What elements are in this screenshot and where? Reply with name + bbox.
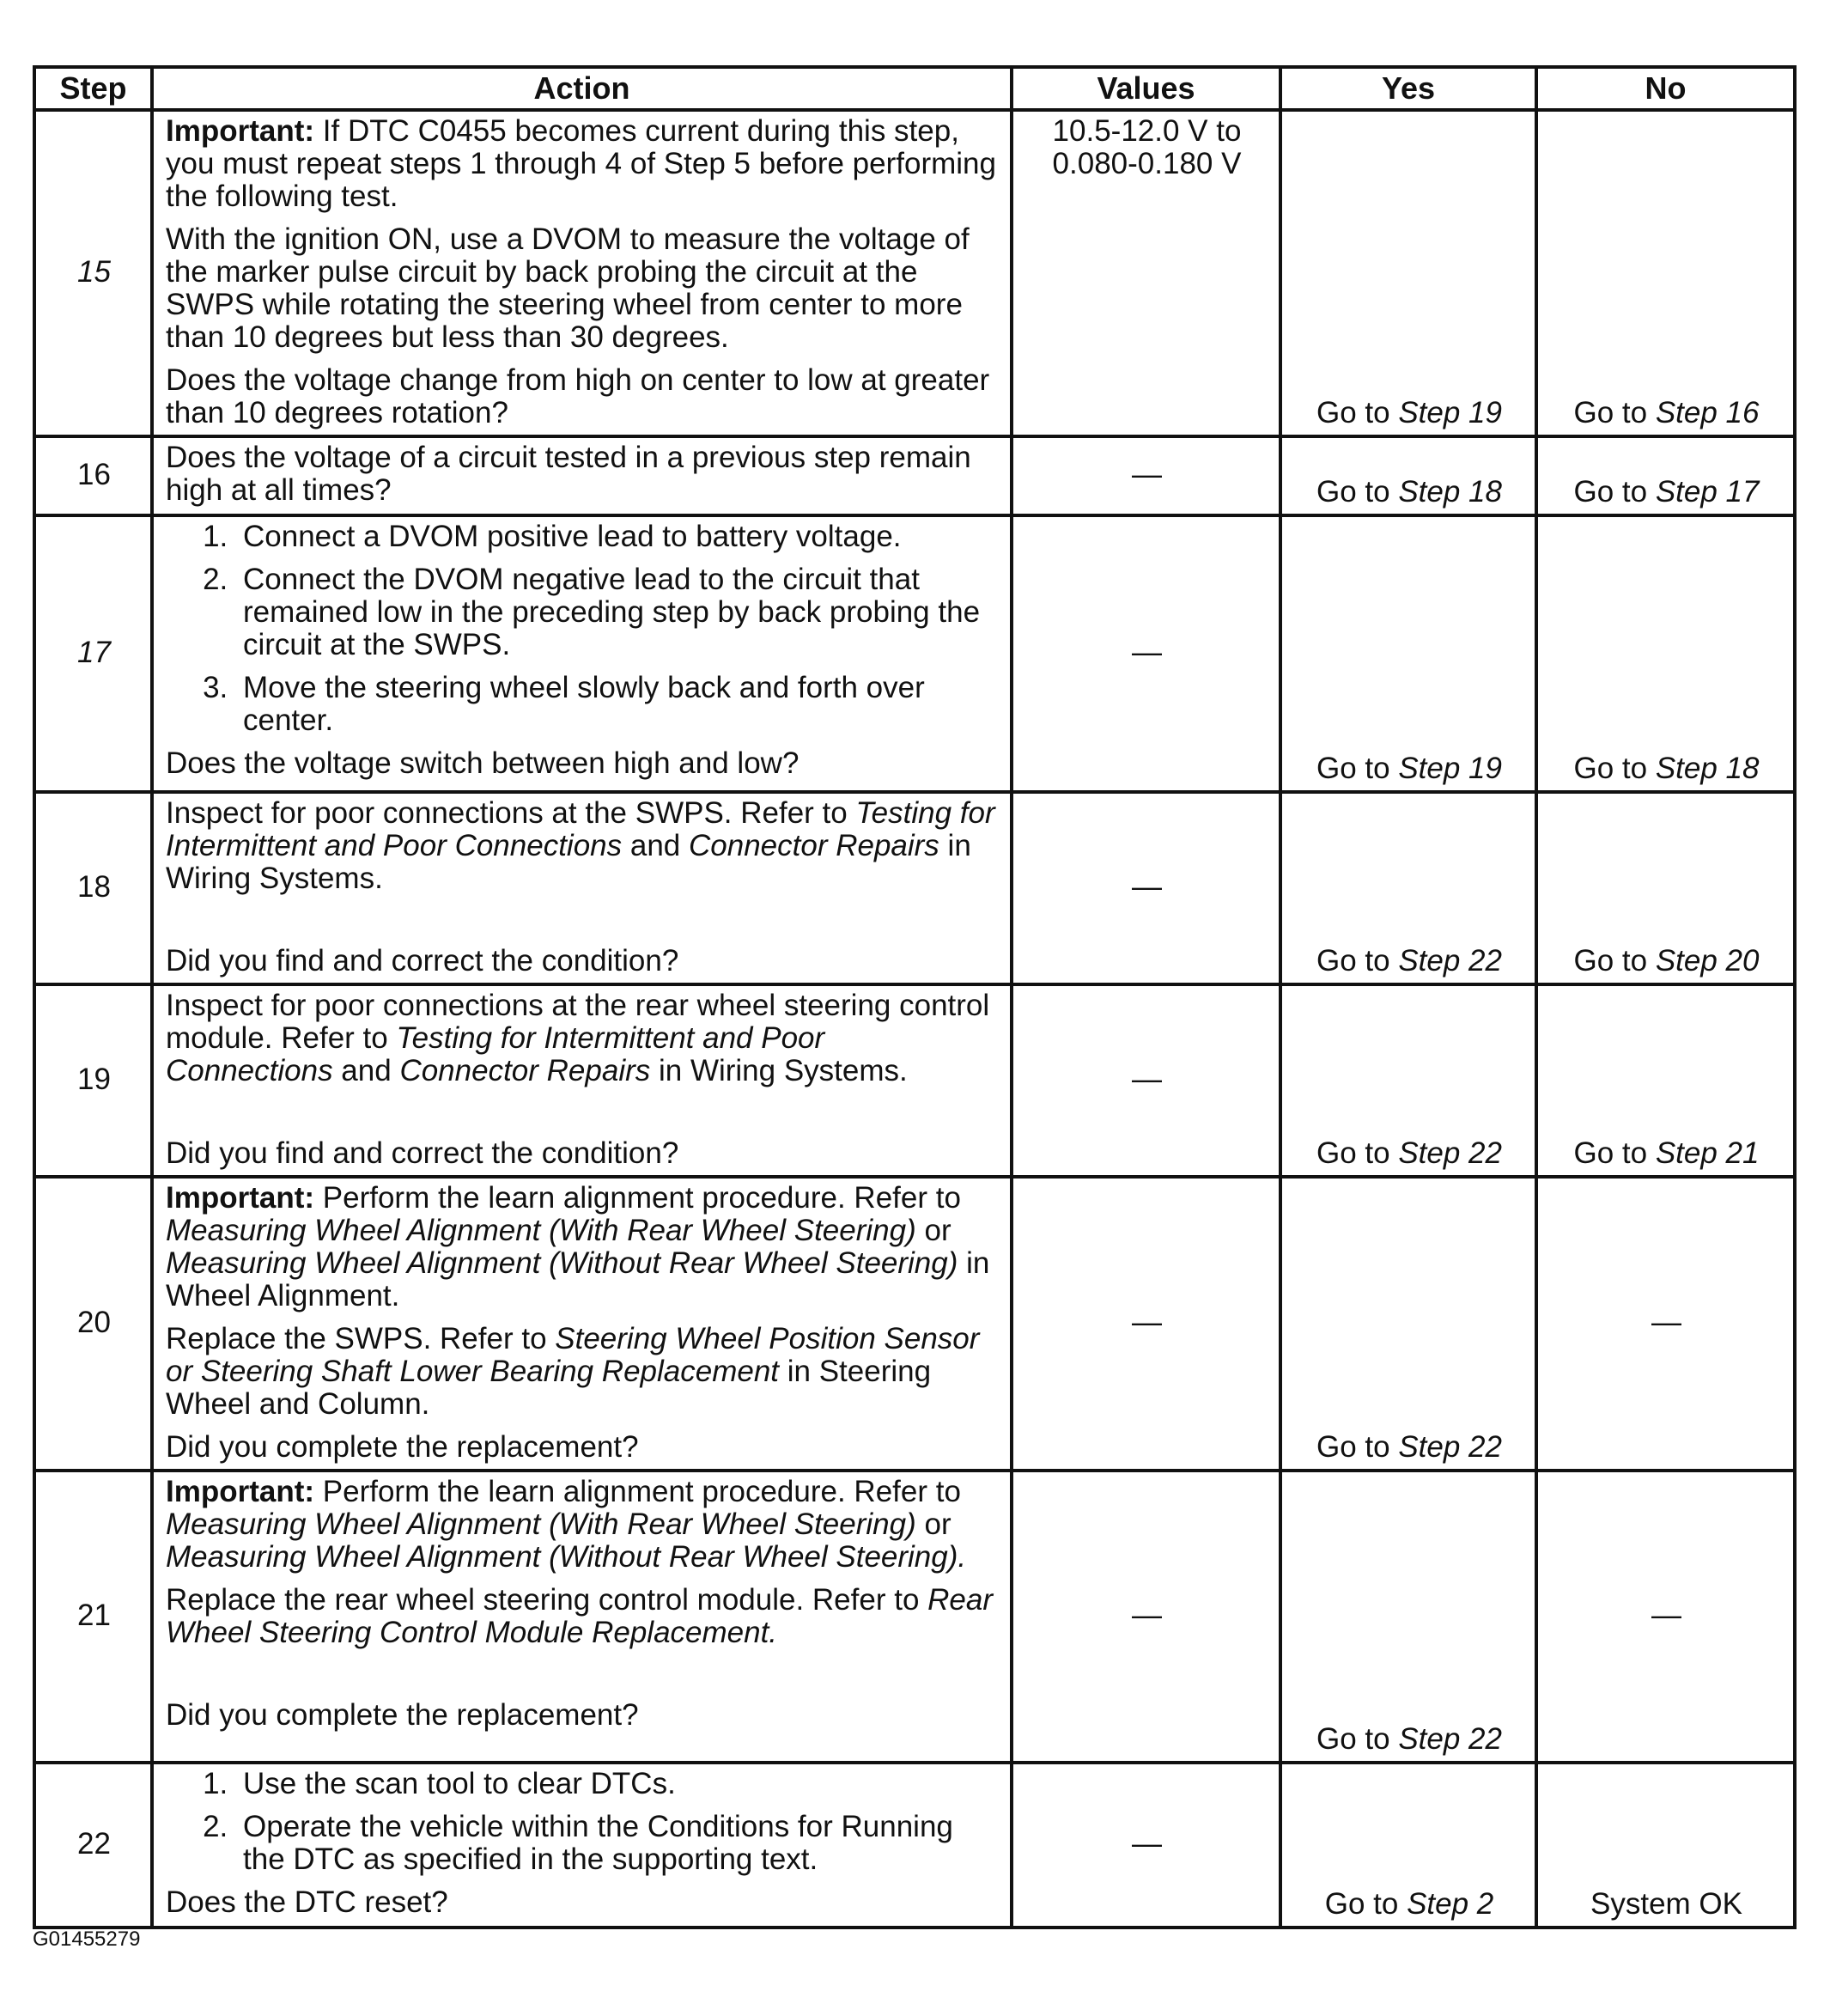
action-question: Did you find and correct the condition? <box>166 944 679 978</box>
step-link[interactable]: Step 19 <box>1398 752 1502 785</box>
important-note <box>166 1476 1000 1574</box>
step-link[interactable]: Step 22 <box>1398 1430 1502 1464</box>
table-row <box>34 1763 1795 1928</box>
reference-link[interactable]: Rear Wheel Steering Control Module Replacement. <box>166 1583 994 1649</box>
go-to-text: Go to <box>1573 1136 1656 1170</box>
header-step: Step <box>34 67 152 110</box>
step-link[interactable]: Step 18 <box>1398 475 1502 509</box>
no-cell <box>1536 436 1795 515</box>
step-number: 20 <box>34 1177 152 1471</box>
figure-code: G01455279 <box>33 1928 141 1951</box>
go-to-text: Go to <box>1316 752 1399 785</box>
header-no: No <box>1536 67 1795 110</box>
list-item: 2. Connect the DVOM negative lead to the circuit that remained low in the preceding step by back probing the circuit at the SWPS. <box>236 563 1000 661</box>
reference-link[interactable]: Testing for Intermittent and Poor Connections <box>166 796 995 862</box>
important-label: Important: <box>166 1475 315 1508</box>
go-to-text: Go to <box>1573 944 1656 978</box>
action-cell <box>152 110 1012 436</box>
header-values: Values <box>1012 67 1280 110</box>
text-run: Replace the rear wheel steering control module. Refer to <box>166 1583 928 1617</box>
no-cell: — <box>1536 1471 1795 1763</box>
action-text <box>166 1323 1000 1421</box>
no-cell <box>1536 984 1795 1177</box>
action-question: Does the voltage switch between high and low? <box>166 746 800 780</box>
action-cell <box>152 984 1012 1177</box>
table-row <box>34 984 1795 1177</box>
step-number: 22 <box>34 1763 152 1928</box>
action-question: Did you complete the replacement? <box>166 1698 639 1732</box>
yes-cell <box>1280 515 1536 792</box>
no-cell: System OK <box>1536 1763 1795 1928</box>
step-link[interactable]: Step 16 <box>1655 396 1760 429</box>
important-label: Important: <box>166 114 315 148</box>
list-item: 1. Use the scan tool to clear DTCs. <box>236 1768 1000 1800</box>
value-line: 10.5-12.0 V to <box>1052 114 1242 148</box>
header-row <box>34 67 1795 110</box>
go-to-text: Go to <box>1316 396 1399 429</box>
values-cell: — <box>1012 792 1280 984</box>
table-row <box>34 436 1795 515</box>
go-to-text: Go to <box>1316 1136 1399 1170</box>
step-link[interactable]: Step 18 <box>1655 752 1760 785</box>
table-row <box>34 110 1795 436</box>
table-row <box>34 1177 1795 1471</box>
action-cell <box>152 1177 1012 1471</box>
text-run: or <box>915 1214 952 1247</box>
important-label: Important: <box>166 1181 315 1215</box>
reference-link[interactable]: Testing for Intermittent and Poor Connections <box>166 1021 825 1087</box>
values-cell: — <box>1012 1763 1280 1928</box>
reference-link[interactable]: Measuring Wheel Alignment (Without Rear Wheel Steering) <box>166 1246 958 1280</box>
text-run: in Wheel Alignment. <box>166 1246 990 1313</box>
action-cell <box>152 1763 1012 1928</box>
yes-cell <box>1280 1177 1536 1471</box>
important-note <box>166 1182 1000 1313</box>
step-link[interactable]: Step 17 <box>1655 475 1760 509</box>
table-row <box>34 515 1795 792</box>
step-number: 19 <box>34 984 152 1177</box>
action-text: With the ignition ON, use a DVOM to measure the voltage of the marker pulse circuit by back probing the circuit at the SWPS while rotating the steering wheel from center to more than 10 degrees but less than 30 degrees. <box>166 222 970 354</box>
header-yes: Yes <box>1280 67 1536 110</box>
procedure-list <box>166 521 1000 737</box>
note-text: If DTC C0455 becomes current during this step, you must repeat steps 1 through 4 of Step 5 before performing the following test. <box>166 114 996 213</box>
step-number: 15 <box>34 110 152 436</box>
action-text <box>166 1584 1000 1649</box>
reference-link[interactable]: Steering Wheel Position Sensor or Steering Shaft Lower Bearing Replacement <box>166 1322 980 1388</box>
values-cell: — <box>1012 984 1280 1177</box>
yes-cell <box>1280 792 1536 984</box>
go-to-text: Go to <box>1316 475 1399 509</box>
action-question: Does the voltage change from high on center to low at greater than 10 degrees rotation? <box>166 363 990 429</box>
text-run: Perform the learn alignment procedure. Refer to <box>314 1475 961 1508</box>
text-run: and <box>622 829 689 862</box>
no-cell <box>1536 515 1795 792</box>
text-run: Replace the SWPS. Refer to <box>166 1322 556 1355</box>
step-link[interactable]: Step 19 <box>1398 396 1502 429</box>
go-to-text: Go to <box>1316 944 1399 978</box>
action-question: Does the DTC reset? <box>166 1885 448 1919</box>
action-cell <box>152 436 1012 515</box>
reference-link[interactable]: Measuring Wheel Alignment (With Rear Wheel Steering) <box>166 1507 916 1541</box>
go-to-text: Go to <box>1573 752 1656 785</box>
table-row <box>34 1471 1795 1763</box>
text-run: and <box>332 1054 400 1087</box>
step-link[interactable]: Step 21 <box>1655 1136 1760 1170</box>
no-cell: — <box>1536 1177 1795 1471</box>
yes-cell <box>1280 1471 1536 1763</box>
action-question: Does the voltage of a circuit tested in a previous step remain high at all times? <box>166 441 971 507</box>
values-cell: — <box>1012 1471 1280 1763</box>
action-question: Did you find and correct the condition? <box>166 1136 679 1170</box>
list-item: 3. Move the steering wheel slowly back and forth over center. <box>236 672 1000 737</box>
text-run: Perform the learn alignment procedure. Refer to <box>314 1181 961 1215</box>
step-number: 17 <box>34 515 152 792</box>
no-cell <box>1536 110 1795 436</box>
text-run: or <box>915 1507 952 1541</box>
yes-cell <box>1280 1763 1536 1928</box>
list-item: 2. Operate the vehicle within the Conditions for Running the DTC as specified in the supporting text. <box>236 1811 1000 1876</box>
diagnostic-table <box>33 65 1797 1929</box>
reference-link[interactable]: Connector Repairs <box>399 1054 651 1087</box>
go-to-text: Go to <box>1573 396 1656 429</box>
text-run: Inspect for poor connections at the rear wheel steering control module. Refer to <box>166 989 990 1055</box>
go-to-text: Go to <box>1324 1887 1408 1921</box>
no-cell <box>1536 792 1795 984</box>
values-cell <box>1012 110 1280 436</box>
list-item: 1. Connect a DVOM positive lead to battery voltage. <box>236 521 1000 553</box>
action-text <box>166 797 1000 895</box>
step-number: 21 <box>34 1471 152 1763</box>
reference-link[interactable]: Connector Repairs <box>689 829 939 862</box>
step-link[interactable]: Step 22 <box>1398 1722 1502 1756</box>
step-link[interactable]: Step 20 <box>1655 944 1760 978</box>
go-to-text: Go to <box>1573 475 1656 509</box>
values-cell: — <box>1012 515 1280 792</box>
step-link[interactable]: Step 2 <box>1407 1887 1494 1921</box>
reference-link[interactable]: Measuring Wheel Alignment (Without Rear Wheel Steering). <box>166 1540 967 1574</box>
go-to-text: Go to <box>1316 1430 1399 1464</box>
action-text <box>166 990 1000 1087</box>
action-cell <box>152 792 1012 984</box>
header-action: Action <box>152 67 1012 110</box>
step-link[interactable]: Step 22 <box>1398 1136 1502 1170</box>
text-run: Inspect for poor connections at the SWPS. Refer to <box>166 796 856 830</box>
table-row <box>34 792 1795 984</box>
text-run: in Wiring Systems. <box>650 1054 908 1087</box>
step-number: 18 <box>34 792 152 984</box>
value-line: 0.080-0.180 V <box>1052 147 1242 180</box>
go-to-text: Go to <box>1316 1722 1399 1756</box>
values-cell: — <box>1012 436 1280 515</box>
reference-link[interactable]: Measuring Wheel Alignment (With Rear Wheel Steering) <box>166 1214 916 1247</box>
action-cell <box>152 1471 1012 1763</box>
text-run: in Wiring Systems. <box>166 829 971 895</box>
yes-cell <box>1280 984 1536 1177</box>
yes-cell <box>1280 436 1536 515</box>
procedure-list <box>166 1768 1000 1876</box>
text-run: in Steering Wheel and Column. <box>166 1355 932 1421</box>
yes-cell <box>1280 110 1536 436</box>
values-cell: — <box>1012 1177 1280 1471</box>
step-link[interactable]: Step 22 <box>1398 944 1502 978</box>
action-question: Did you complete the replacement? <box>166 1430 639 1464</box>
action-cell <box>152 515 1012 792</box>
important-note <box>166 115 1000 213</box>
step-number: 16 <box>34 436 152 515</box>
